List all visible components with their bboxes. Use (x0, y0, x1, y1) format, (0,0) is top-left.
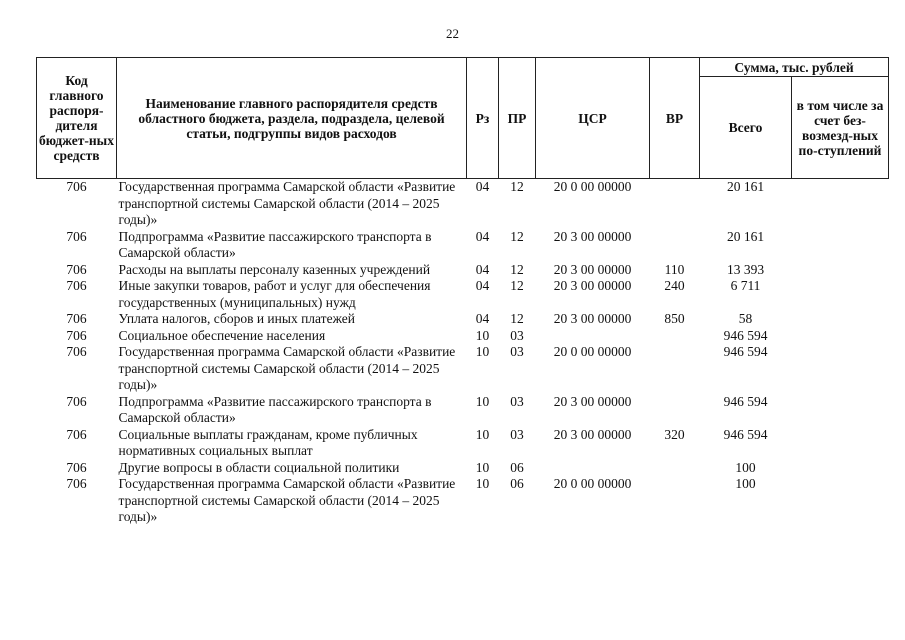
cell-code: 706 (66, 278, 87, 293)
cell-code: 706 (66, 327, 87, 343)
cell-rz: 10 (475, 459, 490, 475)
cell-free (792, 262, 889, 279)
cell-csr: 20 3 00 00000 (553, 228, 632, 244)
cell-pr: 12 (510, 278, 524, 293)
cell-rz: 04 (475, 261, 490, 277)
cell-free (792, 427, 889, 460)
cell-free (792, 229, 889, 262)
cell-code: 706 (66, 459, 87, 475)
cell-total: 100 (735, 476, 756, 491)
cell-code: 706 (66, 179, 87, 194)
cell-pr: 03 (510, 344, 524, 359)
cell-rz: 10 (475, 393, 490, 409)
cell-vr (650, 344, 700, 394)
table-row (37, 460, 889, 477)
cell-csr: 20 0 00 00000 (553, 344, 632, 359)
table-body (37, 179, 889, 526)
cell-vr: 240 (664, 278, 685, 293)
cell-total: 20 161 (726, 179, 765, 194)
cell-total: 13 393 (726, 261, 765, 277)
cell-code: 706 (66, 426, 87, 442)
cell-rz: 04 (475, 179, 490, 194)
table-row (37, 394, 889, 427)
cell-total: 6 711 (730, 278, 761, 293)
cell-name: Иные закупки товаров, работ и услуг для обеспечения государственных (муниципальных) нужд (118, 278, 431, 310)
cell-name: Подпрограмма «Развитие пассажирского транспорта в Самарской области» (118, 393, 432, 425)
table-row (37, 262, 889, 279)
table-row (37, 476, 889, 526)
cell-pr: 12 (510, 261, 524, 277)
cell-code: 706 (66, 228, 87, 244)
cell-csr (536, 328, 650, 345)
cell-name: Расходы на выплаты персоналу казенных учреждений (118, 261, 431, 277)
cell-free (792, 460, 889, 477)
header-csr: ЦСР (536, 58, 650, 179)
cell-name: Уплата налогов, сборов и иных платежей (118, 311, 355, 326)
cell-rz: 10 (475, 327, 490, 343)
cell-total: 946 594 (723, 426, 768, 442)
cell-free (792, 311, 889, 328)
header-free: в том числе за счет без-возмезд-ных по-ступлений (792, 77, 889, 179)
cell-csr: 20 0 00 00000 (553, 476, 632, 491)
cell-total: 20 161 (726, 228, 765, 244)
cell-code: 706 (66, 311, 87, 326)
cell-name: Государственная программа Самарской области «Развитие транспортной системы Самарской области (2014 – 2025 годы)» (118, 344, 456, 392)
cell-name: Другие вопросы в области социальной политики (118, 459, 400, 475)
cell-vr (650, 229, 700, 262)
cell-total: 946 594 (723, 393, 768, 409)
cell-free (792, 394, 889, 427)
page-number: 22 (446, 26, 459, 41)
cell-code: 706 (66, 476, 87, 491)
cell-total: 946 594 (723, 344, 768, 359)
table-row (37, 311, 889, 328)
cell-code: 706 (66, 261, 87, 277)
cell-vr (650, 328, 700, 345)
cell-vr: 110 (664, 261, 685, 277)
header-rz: Рз (467, 58, 499, 179)
cell-vr (650, 460, 700, 477)
cell-csr: 20 3 00 00000 (553, 278, 632, 293)
table-row (37, 229, 889, 262)
table-row (37, 278, 889, 311)
cell-name: Подпрограмма «Развитие пассажирского транспорта в Самарской области» (118, 228, 432, 260)
header-total: Всего (700, 77, 792, 179)
cell-name: Социальные выплаты гражданам, кроме публичных нормативных социальных выплат (118, 426, 418, 458)
cell-name: Государственная программа Самарской области «Развитие транспортной системы Самарской области (2014 – 2025 годы)» (118, 476, 456, 524)
cell-rz: 04 (475, 278, 490, 293)
cell-pr: 03 (510, 327, 524, 343)
cell-pr: 06 (510, 459, 524, 475)
cell-pr: 12 (510, 311, 524, 326)
cell-csr: 20 3 00 00000 (553, 426, 632, 442)
cell-name: Государственная программа Самарской области «Развитие транспортной системы Самарской области (2014 – 2025 годы)» (118, 179, 456, 227)
cell-csr: 20 3 00 00000 (553, 261, 632, 277)
cell-rz: 10 (475, 476, 490, 491)
cell-pr: 12 (510, 228, 524, 244)
table-row (37, 328, 889, 345)
cell-free (792, 328, 889, 345)
cell-csr (536, 460, 650, 477)
cell-vr (650, 394, 700, 427)
cell-total: 946 594 (723, 327, 768, 343)
cell-name: Социальное обеспечение населения (118, 327, 326, 343)
header-code: Код главного распоря-дителя бюджет-ных средств (37, 58, 117, 179)
cell-rz: 04 (475, 311, 490, 326)
cell-total: 100 (735, 459, 756, 475)
table-header (37, 58, 889, 179)
cell-csr: 20 3 00 00000 (553, 311, 632, 326)
cell-rz: 10 (475, 426, 490, 442)
table-row (37, 179, 889, 229)
cell-vr: 320 (664, 426, 685, 442)
header-sum: Сумма, тыс. рублей (700, 58, 889, 77)
cell-vr (650, 179, 700, 229)
cell-pr: 03 (510, 426, 524, 442)
cell-total: 58 (738, 311, 753, 326)
cell-vr (650, 476, 700, 526)
header-name: Наименование главного распорядителя средств областного бюджета, раздела, подраздела, целевой статьи, подгруппы видов расходов (117, 58, 467, 179)
header-pr: ПР (499, 58, 536, 179)
header-vr: ВР (650, 58, 700, 179)
cell-csr: 20 0 00 00000 (553, 179, 632, 194)
cell-free (792, 476, 889, 526)
cell-free (792, 179, 889, 229)
cell-rz: 10 (475, 344, 490, 359)
budget-table (36, 57, 889, 526)
cell-rz: 04 (475, 228, 490, 244)
cell-free (792, 278, 889, 311)
cell-pr: 12 (510, 179, 524, 194)
cell-pr: 06 (510, 476, 524, 491)
cell-pr: 03 (510, 393, 524, 409)
table-row (37, 427, 889, 460)
cell-vr: 850 (664, 311, 685, 326)
cell-code: 706 (66, 344, 87, 359)
cell-free (792, 344, 889, 394)
table-row (37, 344, 889, 394)
cell-csr: 20 3 00 00000 (553, 393, 632, 409)
cell-code: 706 (66, 393, 87, 409)
